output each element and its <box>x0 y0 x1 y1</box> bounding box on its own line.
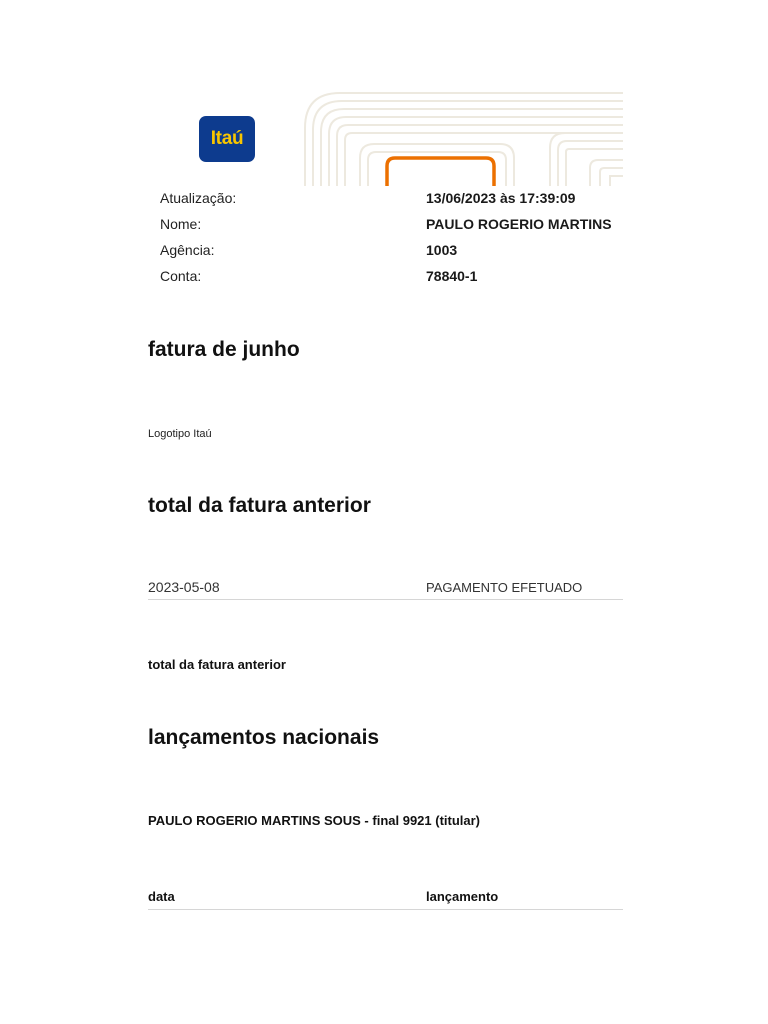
logo-text: Itaú <box>210 128 244 149</box>
info-row-account <box>160 266 623 292</box>
card-holder-label: PAULO ROGERIO MARTINS SOUS - final 9921 (titular) <box>148 813 481 828</box>
info-value: PAULO ROGERIO MARTINS <box>426 216 612 232</box>
page-header <box>148 88 623 186</box>
transaction-description: PAGAMENTO EFETUADO <box>426 580 583 595</box>
info-row-name <box>160 214 623 240</box>
info-label: Agência: <box>160 242 215 258</box>
logo-alt-text: Logotipo Itaú <box>148 428 212 440</box>
info-row-updated <box>160 188 623 214</box>
info-label: Nome: <box>160 216 202 232</box>
account-info <box>160 188 623 292</box>
brand-pattern-decoration <box>300 88 623 186</box>
column-header-description: lançamento <box>426 889 499 904</box>
transaction-row <box>148 579 623 600</box>
column-header-date: data <box>148 889 175 904</box>
info-value: 13/06/2023 às 17:39:09 <box>426 190 576 206</box>
info-value: 78840-1 <box>426 268 478 284</box>
account-info-clip <box>148 188 623 298</box>
national-entries-title: lançamentos nacionais <box>148 726 380 749</box>
previous-invoice-subtotal-label: total da fatura anterior <box>148 657 286 672</box>
info-value: 1003 <box>426 242 458 258</box>
info-row-agency <box>160 240 623 266</box>
transaction-date: 2023-05-08 <box>148 579 220 595</box>
invoice-page <box>148 0 623 1024</box>
info-label: Atualização: <box>160 190 237 206</box>
info-label: Conta: <box>160 268 202 284</box>
itau-logo <box>199 116 255 162</box>
previous-invoice-title: total da fatura anterior <box>148 494 371 517</box>
invoice-title: fatura de junho <box>148 338 300 361</box>
table-header-row <box>148 889 623 910</box>
